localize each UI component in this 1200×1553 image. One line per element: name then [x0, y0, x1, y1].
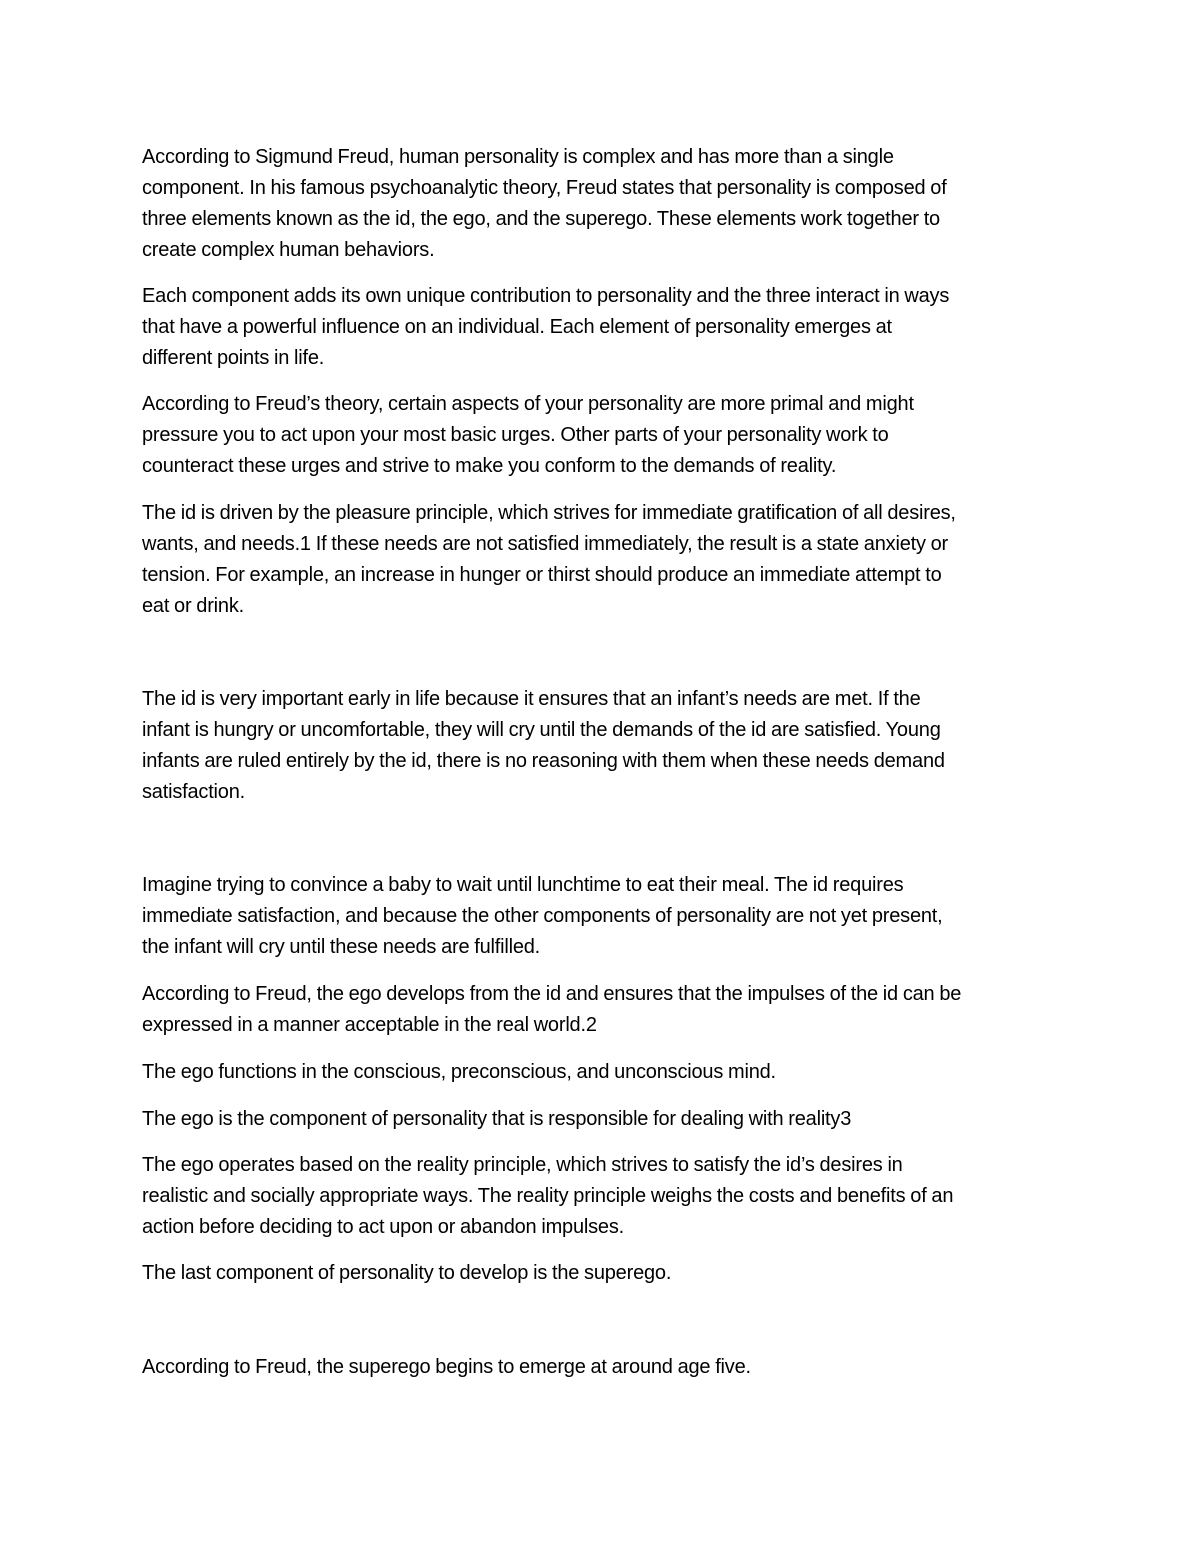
text-line: The ego operates based on the reality principle, which strives to satisfy the id’s desires in: [142, 1154, 903, 1176]
text-line: infants are ruled entirely by the id, there is no reasoning with them when these needs demand: [142, 750, 945, 772]
paragraph-superego-age-five: [142, 1352, 1067, 1383]
paragraph-reality-principle: [142, 1150, 1067, 1243]
text-line: different points in life.: [142, 347, 325, 369]
text-line: According to Freud’s theory, certain aspects of your personality are more primal and might: [142, 393, 914, 415]
paragraph-superego-last: [142, 1258, 1067, 1289]
paragraph-id-pleasure-principle: [142, 498, 1067, 622]
text-line: counteract these urges and strive to make you conform to the demands of reality.: [142, 455, 837, 477]
text-line: tension. For example, an increase in hunger or thirst should produce an immediate attempt to: [142, 564, 942, 586]
text-line: create complex human behaviors.: [142, 239, 435, 261]
text-line: expressed in a manner acceptable in the real world.2: [142, 1014, 597, 1036]
paragraph-ego-develops: [142, 979, 1067, 1041]
paragraph-freud-personality: [142, 142, 1067, 266]
paragraph-primal-aspects: [142, 389, 1067, 482]
paragraph-imagine-baby: [142, 870, 1067, 963]
text-line: that have a powerful influence on an individual. Each element of personality emerges at: [142, 316, 892, 338]
text-line: The ego functions in the conscious, preconscious, and unconscious mind.: [142, 1061, 776, 1083]
paragraph-each-component: [142, 281, 1067, 374]
text-line: component. In his famous psychoanalytic theory, Freud states that personality is composed of: [142, 177, 947, 199]
paragraph-ego-reality: [142, 1104, 1067, 1135]
text-line: the infant will cry until these needs are fulfilled.: [142, 936, 541, 958]
text-line: satisfaction.: [142, 781, 246, 803]
text-line: According to Freud, the ego develops from the id and ensures that the impulses of the id can be: [142, 983, 962, 1005]
text-line: The id is driven by the pleasure principle, which strives for immediate gratification of all desires,: [142, 502, 956, 524]
paragraph-ego-functions: [142, 1057, 1067, 1088]
paragraph-id-early-life: [142, 684, 1067, 808]
text-line: infant is hungry or uncomfortable, they will cry until the demands of the id are satisfied. Young: [142, 719, 941, 741]
text-line: pressure you to act upon your most basic urges. Other parts of your personality work to: [142, 424, 889, 446]
text-line: Imagine trying to convince a baby to wait until lunchtime to eat their meal. The id requires: [142, 874, 904, 896]
text-line: wants, and needs.1 If these needs are not satisfied immediately, the result is a state anxiety or: [142, 533, 949, 555]
text-line: action before deciding to act upon or abandon impulses.: [142, 1216, 625, 1238]
text-line: The ego is the component of personality that is responsible for dealing with reality3: [142, 1108, 852, 1130]
text-line: realistic and socially appropriate ways. The reality principle weighs the costs and benefits of an: [142, 1185, 954, 1207]
text-line: eat or drink.: [142, 595, 245, 617]
text-line: The id is very important early in life because it ensures that an infant’s needs are met. If the: [142, 688, 921, 710]
text-line: According to Sigmund Freud, human personality is complex and has more than a single: [142, 146, 894, 168]
text-line: three elements known as the id, the ego, and the superego. These elements work together to: [142, 208, 940, 230]
text-line: The last component of personality to develop is the superego.: [142, 1262, 672, 1284]
text-line: immediate satisfaction, and because the other components of personality are not yet present,: [142, 905, 943, 927]
text-line: Each component adds its own unique contribution to personality and the three interact in ways: [142, 285, 950, 307]
text-line: According to Freud, the superego begins to emerge at around age five.: [142, 1356, 751, 1378]
